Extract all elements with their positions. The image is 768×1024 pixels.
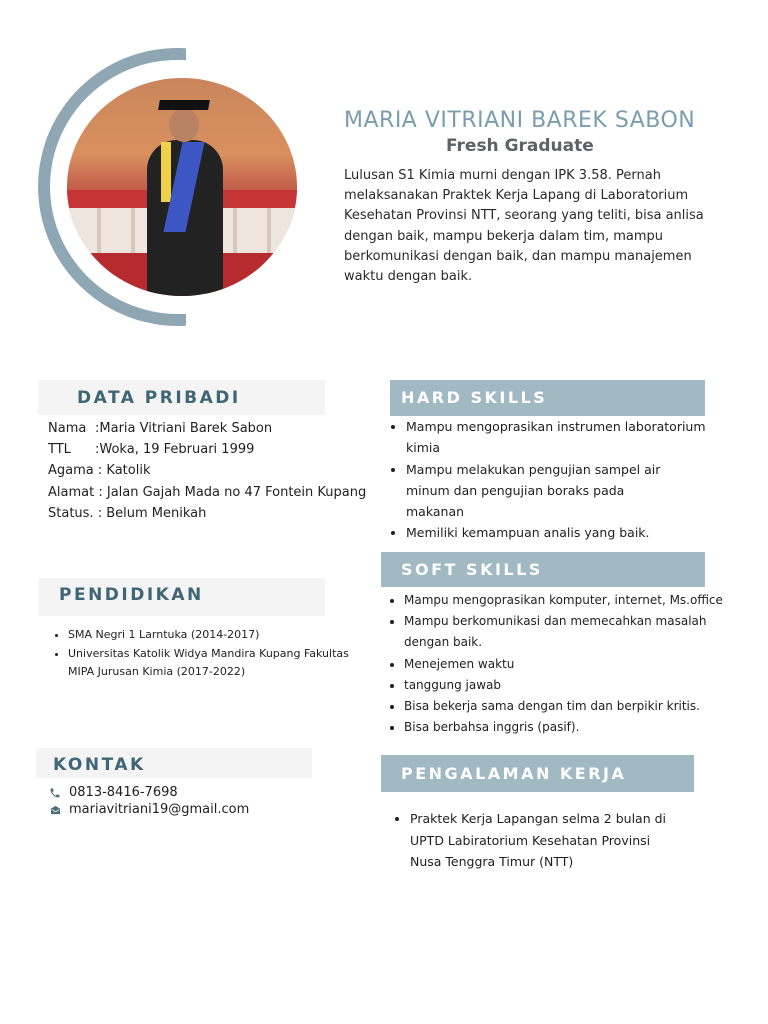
section-title-pengalaman-kerja: PENGALAMAN KERJA xyxy=(381,755,694,792)
personal-row-alamat: Alamat : Jalan Gajah Mada no 47 Fontein Kupang xyxy=(48,484,367,500)
soft-skill-item: • Menejemen waktu xyxy=(404,654,764,675)
soft-skill-item: • Mampu berkomunikasi dan memecahkan masalah dengan baik. xyxy=(404,611,724,653)
education-item: • Universitas Katolik Widya Mandira Kupang Fakultas MIPA Jurusan Kimia (2017-2022) xyxy=(68,645,368,682)
soft-skill-item: • Bisa berbahsa inggris (pasif). xyxy=(404,717,764,738)
hard-skill-item: • Mampu melakukan pengujian sampel air minum dan pengujian boraks pada makanan xyxy=(406,459,676,523)
hard-skill-item: • Mampu mengoprasikan instrumen laboratorium kimia xyxy=(406,416,706,459)
section-title-hard-skills: HARD SKILLS xyxy=(390,380,705,416)
contact-email: mariavitriani19@gmail.com xyxy=(48,801,249,818)
soft-skill-item: • tanggung jawab xyxy=(404,675,764,696)
hard-skills-list xyxy=(388,416,706,544)
experience-item: • Praktek Kerja Lapangan selma 2 bulan di UPTD Labiratorium Kesehatan Provinsi Nusa Tenggra Timur (NTT) xyxy=(410,808,670,873)
mail-icon xyxy=(48,803,62,817)
job-title: Fresh Graduate xyxy=(446,136,594,156)
soft-skill-item: • Bisa bekerja sama dengan tim dan berpikir kritis. xyxy=(404,696,764,717)
full-name: MARIA VITRIANI BAREK SABON xyxy=(344,108,696,133)
profile-summary: Lulusan S1 Kimia murni dengan IPK 3.58. Pernah melaksanakan Praktek Kerja Lapang di Laboratorium Kesehatan Provinsi NTT, seorang yang teliti, bisa anlisa dengan baik, mampu bekerja dalam tim, mampu berkomunikasi dengan baik, dan mampu manajemen waktu dengan baik. xyxy=(344,168,704,285)
section-title-data-pribadi: DATA PRIBADI xyxy=(38,380,325,415)
section-title-pendidikan: PENDIDIKAN xyxy=(38,578,325,616)
phone-icon xyxy=(48,786,62,800)
personal-row-agama: Agama : Katolik xyxy=(48,463,151,479)
education-item: • SMA Negri 1 Larntuka (2014-2017) xyxy=(68,626,368,645)
experience-list xyxy=(392,808,670,873)
soft-skills-list xyxy=(386,590,764,738)
personal-row-name: Nama : Maria Vitriani Barek Sabon xyxy=(48,421,273,436)
contact-phone: 0813-8416-7698 xyxy=(48,784,249,801)
education-list xyxy=(50,626,368,682)
personal-data xyxy=(48,418,366,524)
soft-skill-item: • Mampu mengoprasikan komputer, internet, Ms.office xyxy=(404,590,764,611)
personal-row-ttl: TTL : Woka, 19 Februari 1999 xyxy=(48,442,255,458)
profile-photo xyxy=(67,78,297,296)
section-title-kontak: KONTAK xyxy=(36,748,312,778)
hard-skill-item: • Memiliki kemampuan analis yang baik. xyxy=(406,522,706,543)
section-title-soft-skills: SOFT SKILLS xyxy=(381,552,705,587)
contact-info xyxy=(48,784,249,818)
personal-row-status: Status. : Belum Menikah xyxy=(48,505,207,521)
